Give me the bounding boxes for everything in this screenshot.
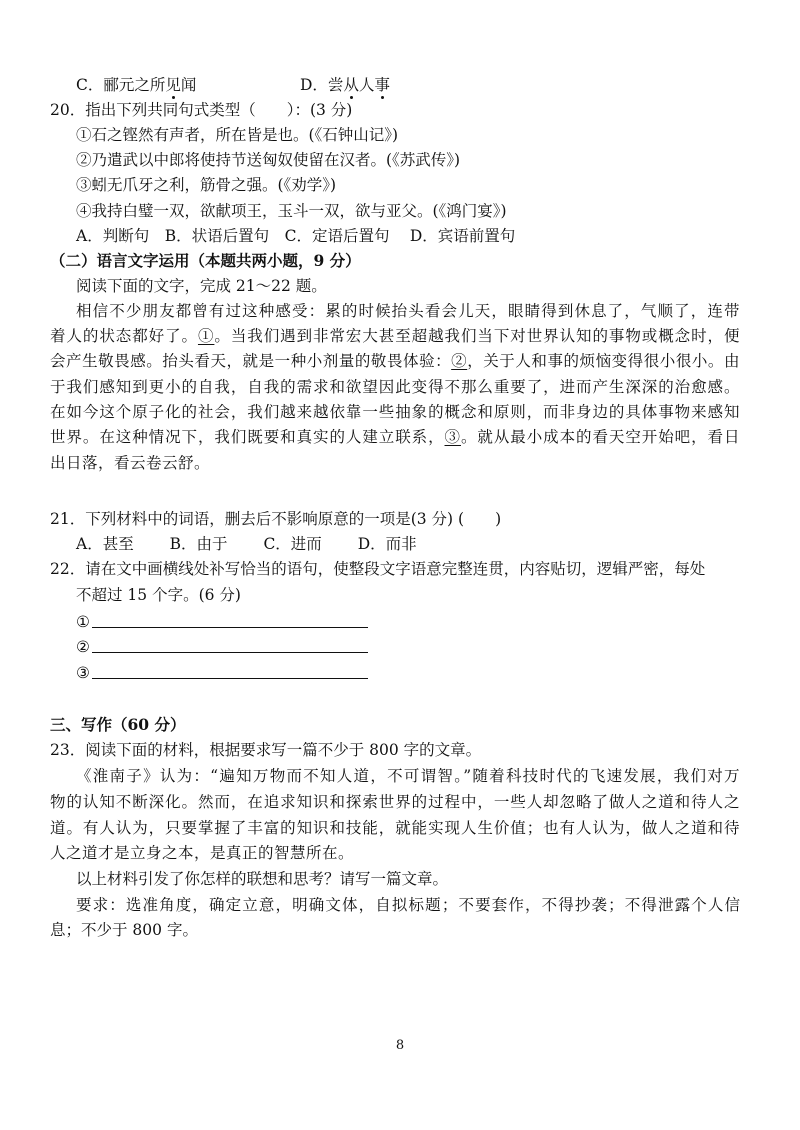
answer-line-1[interactable] xyxy=(76,611,368,633)
q20-stem: 20．指出下列共同句式类型（ ）：(3 分) xyxy=(50,101,353,119)
page-number: 8 xyxy=(395,1038,405,1053)
passage-line-6-b: 。就从最小成本的看天空开始吧，看日 xyxy=(460,428,740,446)
q20-sentence-3: ③蚓无爪牙之利，筋骨之强。(《劝学》) xyxy=(76,176,337,194)
passage-line-5: 在如今这个原子化的社会，我们越来越依靠一些抽象的概念和原则，而非身边的具体事物来感知 xyxy=(50,403,740,421)
section-2-heading: （二）语言文字运用（本题共两小题，9 分） xyxy=(50,251,361,270)
option-c-prefix: C． xyxy=(76,76,104,94)
option-d-dotted-char-2: 事 xyxy=(374,76,390,94)
q19-option-c xyxy=(76,74,196,96)
q20-sentence-2: ②乃遣武以中郎将使持节送匈奴使留在汉者。(《苏武传》) xyxy=(76,151,461,169)
option-d-prefix: D．尝 xyxy=(300,76,344,94)
q19-option-d xyxy=(300,74,390,96)
essay-prompt: 以上材料引发了你怎样的联想和思考？请写一篇文章。 xyxy=(76,870,449,888)
material-line-4: 人之道才是立身之本，是真正的智慧所在。 xyxy=(50,844,355,862)
answer-line-3-marker: ③ xyxy=(76,664,90,682)
q21-stem: 21．下列材料中的词语，删去后不影响原意的一项是(3 分) ( ) xyxy=(50,510,502,528)
q20-sentence-1: ①石之铿然有声者，所在皆是也。(《石钟山记》) xyxy=(76,126,399,144)
passage-line-6-a: 世界。在这种情况下，我们既要和真实的人建立联系， xyxy=(50,428,445,446)
q20-sentence-4: ④我持白璧一双，欲献项王，玉斗一双，欲与亚父。(《鸿门宴》) xyxy=(76,202,507,220)
material-line-2: 物的认知不断深化。然而，在追求知识和探索世界的过程中，一些人却忽略了做人之道和待人之 xyxy=(50,793,740,811)
passage-line-2 xyxy=(50,325,740,347)
passage-line-2-b: 。当我们遇到非常宏大甚至超越我们当下对世界认知的事物或概念时，便 xyxy=(214,327,740,345)
option-c-text-b: 闻 xyxy=(180,76,197,94)
answer-blank-2[interactable] xyxy=(92,638,368,653)
answer-line-2[interactable] xyxy=(76,636,368,658)
blank-marker-1: ① xyxy=(197,327,215,345)
option-d-text: 人 xyxy=(358,76,375,94)
passage-line-1: 相信不少朋友都曾有过这种感受：累的时候抬头看会儿天，眼睛得到休息了，气顺了，连带 xyxy=(76,302,740,320)
option-c-dotted-char: 见 xyxy=(165,76,181,94)
q22-stem-line-2: 不超过 15 个字。(6 分) xyxy=(76,586,241,604)
passage-line-3-a: 会产生敬畏感。抬头看天，就是一种小剂量的敬畏体验： xyxy=(50,352,452,370)
passage-line-4: 于我们感知到更小的自我，自我的需求和欲望因此变得不那么重要了，进而产生深深的治愈感。 xyxy=(50,378,740,396)
requirements-line-1: 要求：选准角度，确定立意，明确文体，自拟标题；不要套作，不得抄袭；不得泄露个人信 xyxy=(76,896,740,914)
section-3-heading: 三、写作（60 分） xyxy=(50,715,186,734)
answer-blank-3[interactable] xyxy=(92,664,368,679)
q22-stem-line-1: 22．请在文中画横线处补写恰当的语句，使整段文字语意完整连贯，内容贴切，逻辑严密，每处 xyxy=(50,560,706,578)
material-line-1: 《淮南子》认为：“遍知万物而不知人道，不可谓智。”随着科技时代的飞速发展，我们对万 xyxy=(76,767,740,785)
blank-marker-3: ③ xyxy=(444,428,461,446)
passage-line-6 xyxy=(50,426,740,448)
passage-line-3 xyxy=(50,350,740,372)
q23-stem: 23．阅读下面的材料，根据要求写一篇不少于 800 字的文章。 xyxy=(50,741,482,759)
passage-line-7: 出日落，看云卷云舒。 xyxy=(50,454,211,472)
answer-line-1-marker: ① xyxy=(76,613,90,631)
material-line-3: 道。有人认为，只要掌握了丰富的知识和技能，就能实现人生价值；也有人认为，做人之道和待 xyxy=(50,819,740,837)
option-c-text-a: 郦元之所 xyxy=(103,76,166,94)
passage-line-3-b: ，关于人和事的烦恼变得很小很小。由 xyxy=(467,352,740,370)
passage-line-2-a: 着人的状态都好了。 xyxy=(50,327,198,345)
requirements-line-2: 息；不少于 800 字。 xyxy=(50,921,198,939)
answer-line-2-marker: ② xyxy=(76,638,90,656)
option-d-dotted-char-1: 从 xyxy=(343,76,359,94)
section-2-instruction: 阅读下面的文字，完成 21～22 题。 xyxy=(76,277,327,295)
blank-marker-2: ② xyxy=(451,352,468,370)
q21-options: A．甚至 B．由于 C．进而 D．而非 xyxy=(76,535,417,553)
answer-blank-1[interactable] xyxy=(92,613,368,628)
q20-options: A．判断句 B．状语后置句 C．定语后置句 D．宾语前置句 xyxy=(76,227,516,245)
answer-line-3[interactable] xyxy=(76,662,368,684)
